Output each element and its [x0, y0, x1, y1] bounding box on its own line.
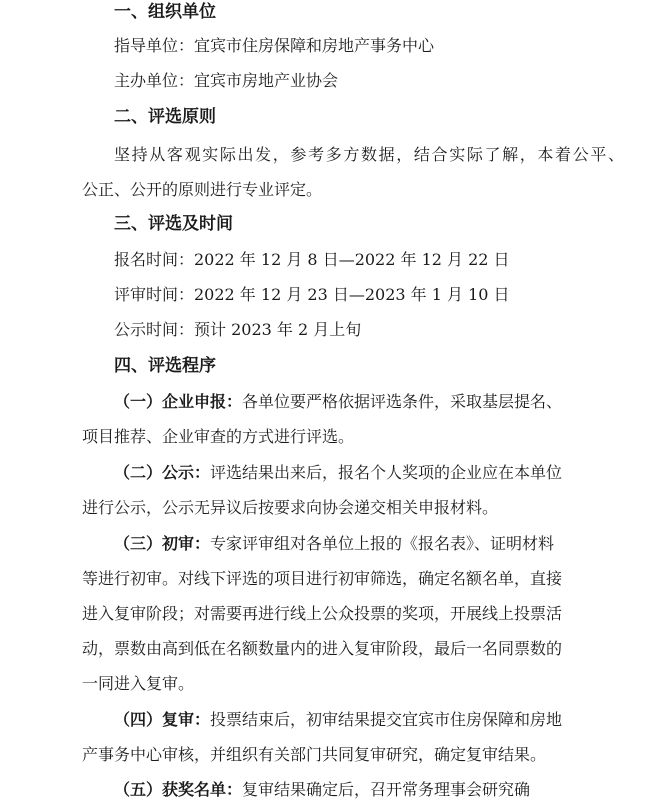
procedure-1-line-1	[114, 390, 671, 414]
procedure-5-text: 复审结果确定后，召开常务理事会研究确	[242, 780, 531, 799]
section-1-heading: 一、组织单位	[114, 2, 216, 22]
procedure-1-line-2: 项目推荐、企业审查的方式进行评选。	[82, 427, 355, 446]
procedure-3-lead: （三）初审：	[114, 534, 211, 553]
principle-line-2: 公正、公开的原则进行专业评定。	[82, 180, 323, 199]
host-unit-line: 主办单位：宜宾市房地产业协会	[114, 71, 339, 90]
procedure-4-line-2: 产事务中心审核，并组织有关部门共同复审研究，确定复审结果。	[82, 745, 547, 764]
procedure-3-line-1	[114, 532, 671, 556]
procedure-4-line-1	[114, 708, 671, 732]
section-3-heading: 三、评选及时间	[114, 214, 233, 234]
publicity-time-line: 公示时间：预计 2023 年 2 月上旬	[114, 320, 362, 339]
procedure-3-line-2: 等进行初审。对线下评选的项目进行初审筛选，确定名额名单，直接	[82, 569, 563, 588]
procedure-5-lead: （五）获奖名单：	[114, 780, 243, 799]
guide-unit-line: 指导单位：宜宾市住房保障和房地产事务中心	[114, 36, 435, 55]
procedure-1-lead: （一）企业申报：	[114, 392, 243, 411]
procedure-5-line-1	[114, 778, 671, 802]
principle-line-1: 坚持从客观实际出发，参考多方数据，结合实际了解，本着公平、	[114, 145, 624, 164]
procedure-3-line-5: 一同进入复审。	[82, 674, 195, 693]
signup-time-line: 报名时间：2022 年 12 月 8 日—2022 年 12 月 22 日	[114, 250, 510, 269]
procedure-4-lead: （四）复审：	[114, 710, 211, 729]
procedure-3-line-3: 进入复审阶段；对需要再进行线上公众投票的奖项，开展线上投票活	[82, 604, 563, 623]
review-time-line: 评审时间：2022 年 12 月 23 日—2023 年 1 月 10 日	[114, 285, 510, 304]
procedure-3-line-4: 动，票数由高到低在名额数量内的进入复审阶段，最后一名同票数的	[82, 639, 563, 658]
section-2-heading: 二、评选原则	[114, 107, 216, 127]
procedure-2-text: 评选结果出来后，报名个人奖项的企业应在本单位	[210, 463, 563, 482]
procedure-2-line-1	[114, 461, 671, 485]
procedure-2-lead: （二）公示：	[114, 463, 211, 482]
section-4-heading: 四、评选程序	[114, 356, 216, 376]
procedure-2-line-2: 进行公示，公示无异议后按要求向协会递交相关申报材料。	[82, 498, 499, 517]
procedure-3-text: 专家评审组对各单位上报的《报名表》、证明材料	[210, 534, 555, 553]
procedure-1-text: 各单位要严格依据评选条件，采取基层提名、	[242, 392, 563, 411]
procedure-4-text: 投票结束后，初审结果提交宜宾市住房保障和房地	[210, 710, 563, 729]
